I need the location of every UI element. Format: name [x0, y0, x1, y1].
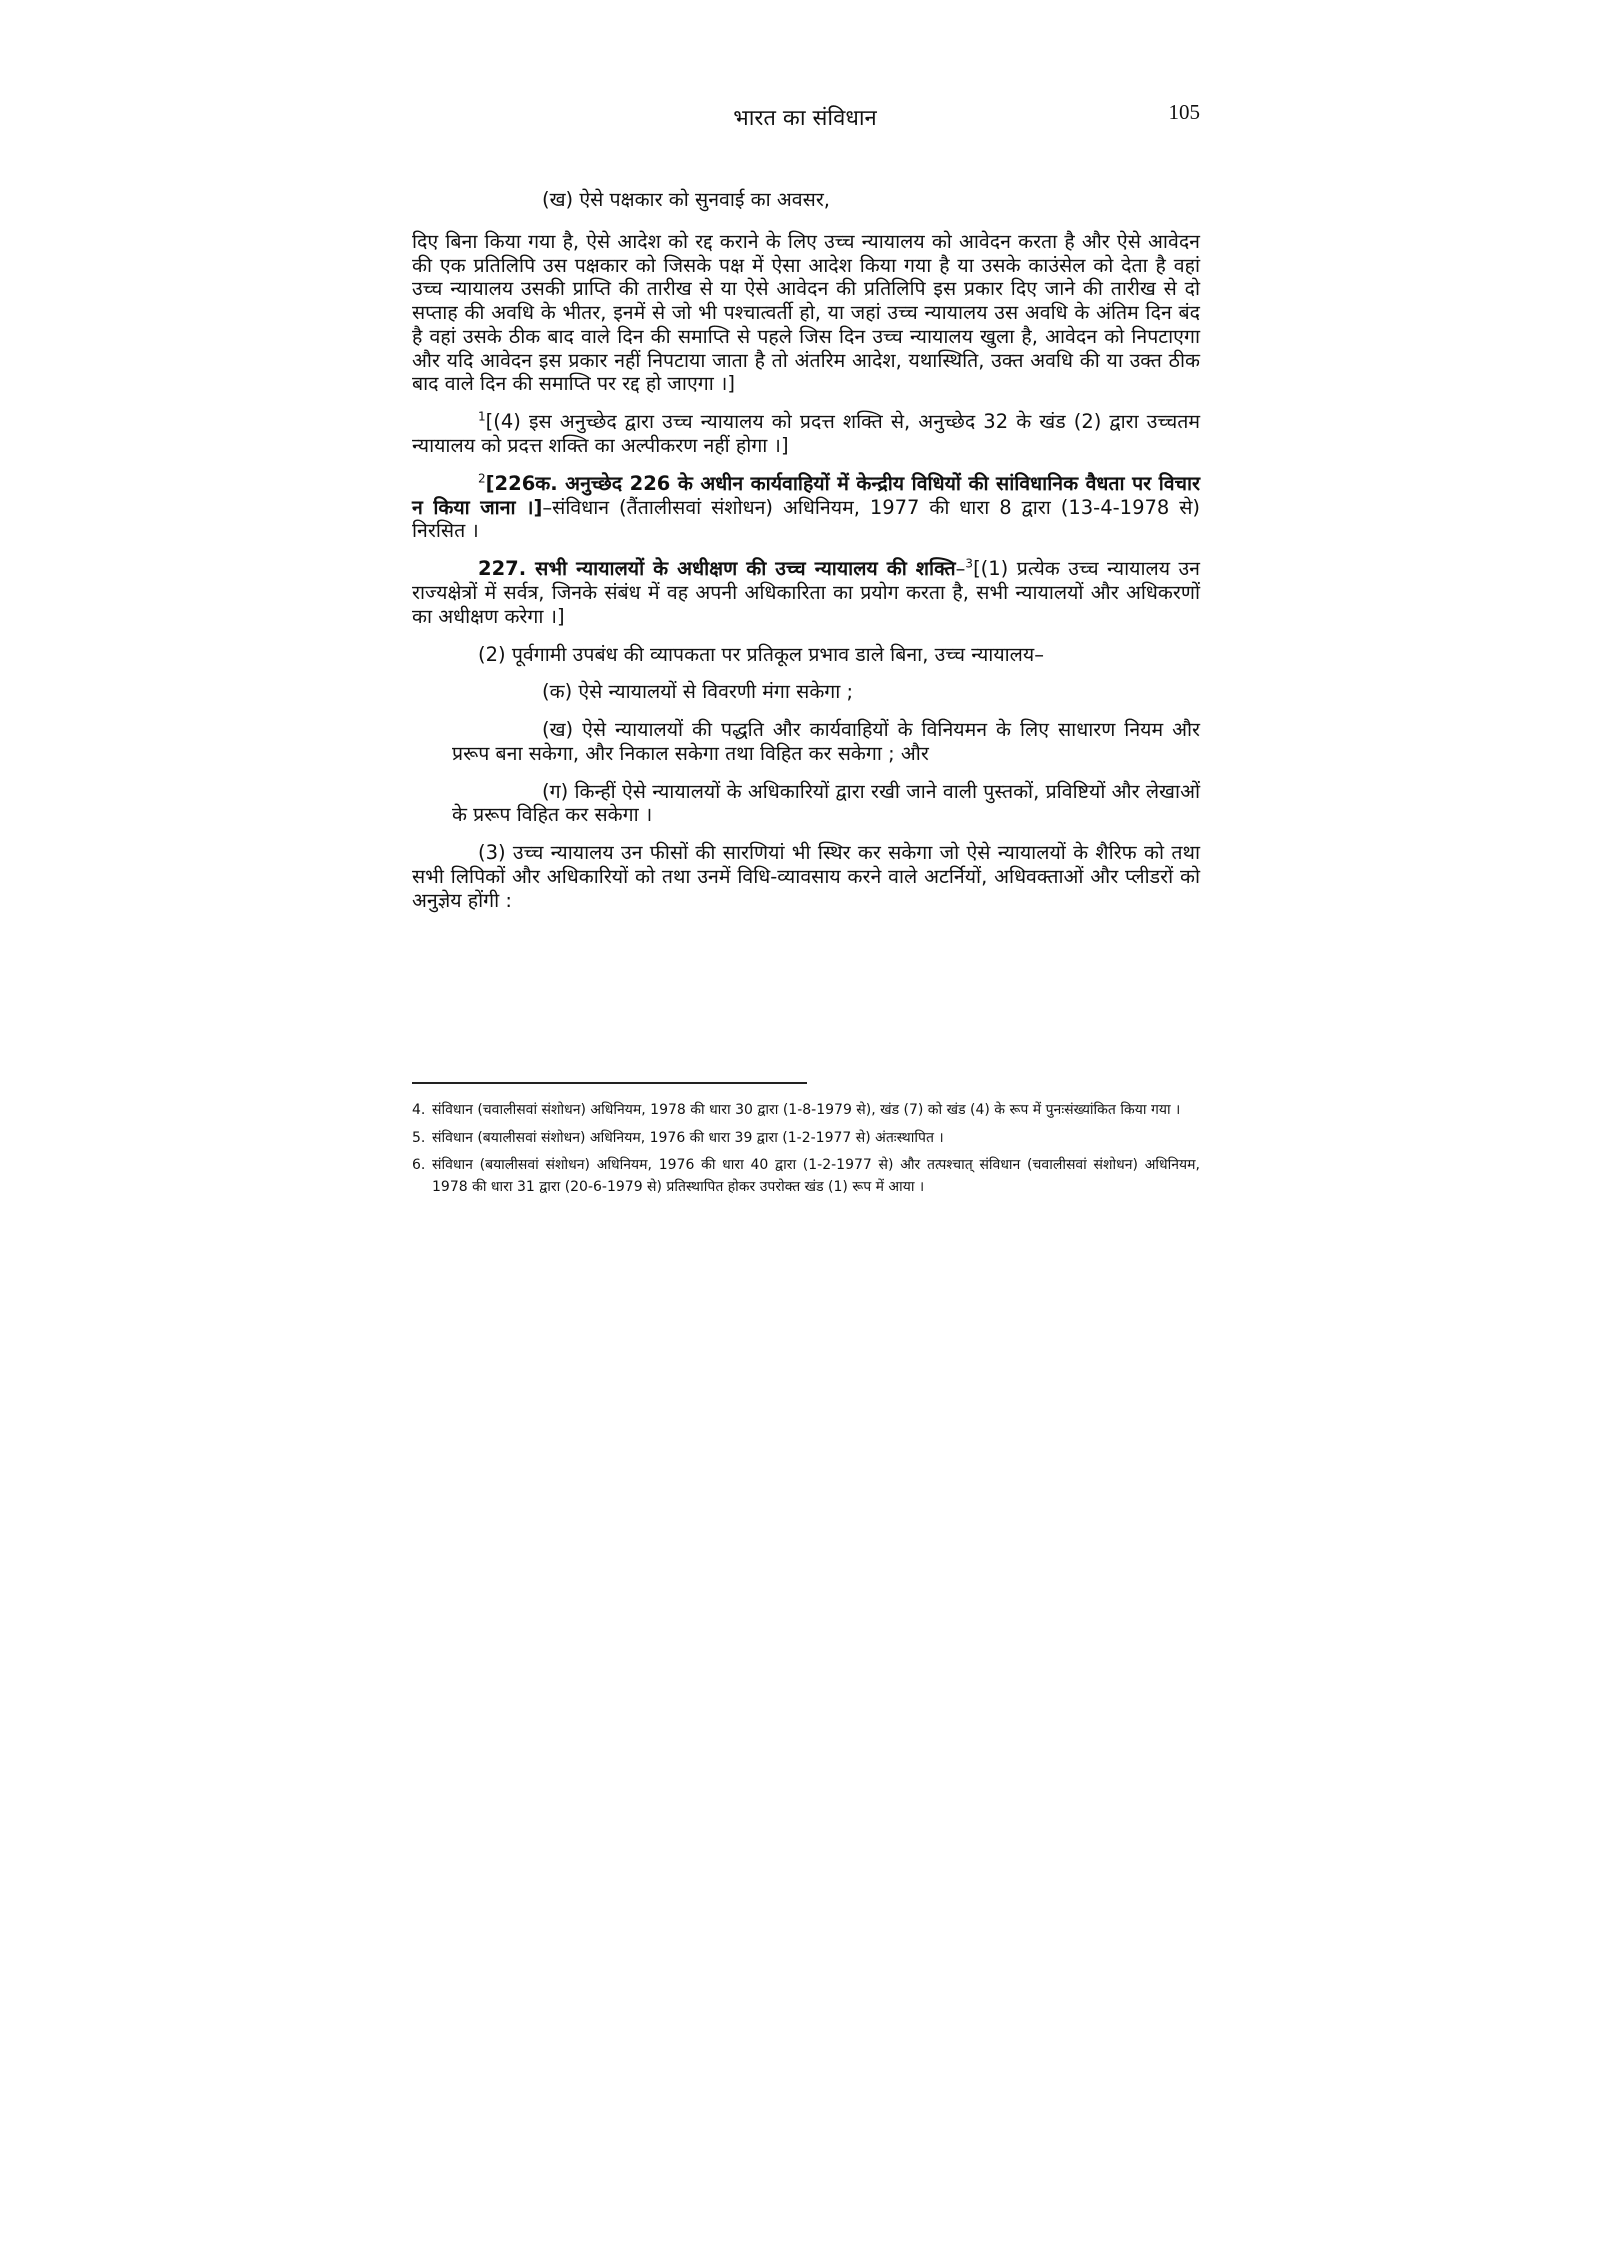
footnote-divider	[412, 1082, 807, 1084]
footnote-number: 5.	[412, 1129, 426, 1146]
article-227-clause-3: (3) उच्च न्यायालय उन फीसों की सारणियां भी स्थिर कर सकेगा जो ऐसे न्यायालयों के शैरिफ को तथा सभी लिपिकों और अधिकारियों को तथा उनमें विधि-व्यावसाय करने वाले अटर्नियों, अधिवक्ताओं और प्लीडरों को अनुज्ञेय होंगी :	[412, 841, 1200, 912]
clause-kha: (ख) ऐसे पक्षकार को सुनवाई का अवसर,	[542, 188, 831, 211]
footnote-number: 6.	[412, 1157, 426, 1174]
document-body	[412, 188, 1200, 927]
footnote-6	[412, 1155, 1200, 1198]
paragraph-continuation: दिए बिना किया गया है, ऐसे आदेश को रद्द कराने के लिए उच्च न्यायालय को आवेदन करता है और ऐसे आवेदन की एक प्रतिलिपि उस पक्षकार को जिसके पक्ष में ऐसा आदेश किया गया है या उसके काउंसेल को देता है वहां उच्च न्यायालय उसकी प्राप्ति की तारीख से या ऐसे आवेदन की प्रतिलिपि इस प्रकार दिए जाने की तारीख से दो सप्ताह की अवधि के भीतर, इनमें से जो भी पश्चात्वर्ती हो, या जहां उच्च न्यायालय उस अवधि के अंतिम दिन बंद है वहां उसके ठीक बाद वाले दिन की समाप्ति से पहले जिस दिन उच्च न्यायालय खुला है, आवेदन को निपटाएगा और यदि आवेदन इस प्रकार नहीं निपटाया जाता है तो अंतरिम आदेश, यथास्थिति, उक्त अवधि की या उक्त ठीक बाद वाले दिन की समाप्ति पर रद्द हो जाएगा ।]	[412, 229, 1200, 396]
clause-4	[412, 410, 1200, 458]
article-227-clause-2-ka: (क) ऐसे न्यायालयों से विवरणी मंगा सकेगा ;	[542, 680, 854, 704]
footnote-ref-1: 1	[478, 409, 486, 424]
page-title: भारत का संविधान	[733, 106, 877, 131]
footnote-ref-3: 3	[965, 556, 974, 571]
footnote-ref-2: 2	[478, 471, 486, 486]
article-227-clause-2-kha: (ख) ऐसे न्यायालयों की पद्धति और कार्यवाहियों के विनियमन के लिए साधारण नियम और प्ररूप बना सकेगा, और निकाल सकेगा तथा विहित कर सकेगा ; और	[452, 718, 1200, 765]
article-227	[412, 557, 1200, 628]
article-227-clause-1: [(1) प्रत्येक उच्च न्यायालय उन राज्यक्षेत्रों में सर्वत्र, जिनके संबंध में वह अपनी अधिकारिता का प्रयोग करता है, सभी न्यायालयों और अधिकरणों का अधीक्षण करेगा ।]	[412, 557, 1200, 628]
footnote-4	[412, 1100, 1200, 1122]
article-227-heading: 227. सभी न्यायालयों के अधीक्षण की उच्च न्यायालय की शक्ति	[478, 557, 956, 581]
footnote-5	[412, 1128, 1200, 1150]
article-227-dash: –	[955, 557, 966, 581]
article-227-clause-2-ga: (ग) किन्हीं ऐसे न्यायालयों के अधिकारियों द्वारा रखी जाने वाली पुस्तकों, प्रविष्टियों और लेखाओं के प्ररूप विहित कर सकेगा ।	[452, 779, 1200, 827]
article-226a-text: –संविधान (तैंतालीसवां संशोधन) अधिनियम, 1977 की धारा 8 द्वारा (13-4-1978 से) निरसित ।	[412, 495, 1200, 543]
article-227-clause-2: (2) पूर्वगामी उपबंध की व्यापकता पर प्रतिकूल प्रभाव डाले बिना, उच्च न्यायालय–	[478, 642, 1044, 666]
footnote-number: 4.	[412, 1102, 426, 1118]
article-226a-heading: [226क. अनुच्छेद 226 के अधीन कार्यवाहियों में केन्द्रीय विधियों की सांविधानिक वैधता पर विचार न किया जाना ।]	[412, 471, 1200, 519]
footnote-text: संविधान (बयालीसवां संशोधन) अधिनियम, 1976 की धारा 40 द्वारा (1-2-1977 से) और तत्पश्चात् संविधान (चवालीसवां संशोधन) अधिनियम, 1978 की धारा 31 द्वारा (20-6-1979 से) प्रतिस्थापित होकर उपरोक्त खंड (1) रूप में आया ।	[432, 1157, 1200, 1196]
footnote-text: संविधान (चवालीसवां संशोधन) अधिनियम, 1978 की धारा 30 द्वारा (1-8-1979 से), खंड (7) को खंड (4) के रूप में पुनःसंख्यांकित किया गया ।	[432, 1102, 1181, 1118]
footnotes	[412, 1100, 1200, 1205]
footnote-text: संविधान (बयालीसवां संशोधन) अधिनियम, 1976 की धारा 39 द्वारा (1-2-1977 से) अंतःस्थापित ।	[432, 1129, 944, 1146]
running-header	[410, 100, 1200, 140]
article-226a	[412, 472, 1200, 543]
page-number: 105	[1168, 100, 1200, 124]
clause-4-text: [(4) इस अनुच्छेद द्वारा उच्च न्यायालय को प्रदत्त शक्ति से, अनुच्छेद 32 के खंड (2) द्वारा उच्चतम न्यायालय को प्रदत्त शक्ति का अल्पीकरण नहीं होगा ।]	[412, 410, 1200, 458]
